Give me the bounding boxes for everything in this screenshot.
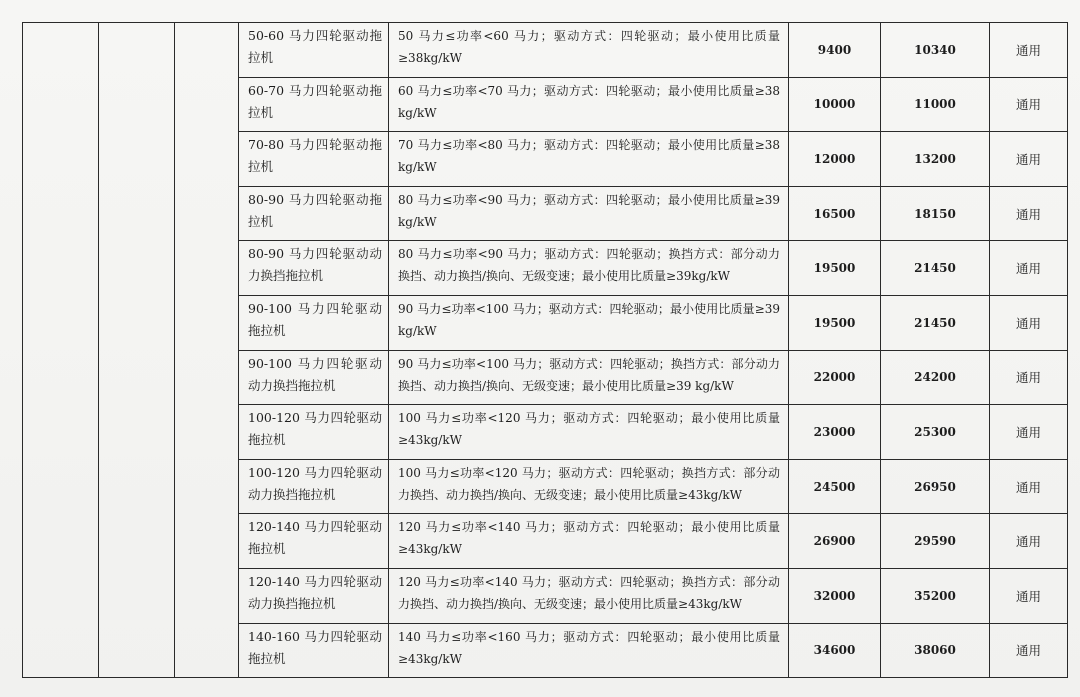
central-subsidy-cell: 26900 [789,514,881,569]
spec-description-cell: 80 马力≤功率<90 马力；驱动方式：四轮驱动；换挡方式：部分动力换挡、动力换挡/换向、无级变速；最小使用比质量≥39kg/kW [389,241,789,296]
category-column-3 [175,23,239,678]
spec-description-cell: 120 马力≤功率<140 马力；驱动方式：四轮驱动；最小使用比质量≥43kg/kW [389,514,789,569]
model-name-cell: 80-90 马力四轮驱动动力换挡拖拉机 [239,241,389,296]
applicable-scope-cell: 通用 [990,350,1068,405]
central-subsidy-cell: 23000 [789,405,881,460]
spec-description-cell: 60 马力≤功率<70 马力；驱动方式：四轮驱动；最小使用比质量≥38 kg/kW [389,77,789,132]
table-body [23,23,1068,678]
central-subsidy-cell: 19500 [789,241,881,296]
model-name-cell: 120-140 马力四轮驱动拖拉机 [239,514,389,569]
max-subsidy-cell: 26950 [881,459,990,514]
max-subsidy-cell: 11000 [881,77,990,132]
central-subsidy-cell: 12000 [789,132,881,187]
spec-description-cell: 50 马力≤功率<60 马力；驱动方式：四轮驱动；最小使用比质量≥38kg/kW [389,23,789,78]
max-subsidy-cell: 18150 [881,186,990,241]
spec-description-cell: 80 马力≤功率<90 马力；驱动方式：四轮驱动；最小使用比质量≥39 kg/kW [389,186,789,241]
central-subsidy-cell: 9400 [789,23,881,78]
central-subsidy-cell: 22000 [789,350,881,405]
applicable-scope-cell: 通用 [990,77,1068,132]
model-name-cell: 140-160 马力四轮驱动拖拉机 [239,623,389,678]
spec-description-cell: 90 马力≤功率<100 马力；驱动方式：四轮驱动；最小使用比质量≥39 kg/kW [389,295,789,350]
table-row [23,23,1068,78]
model-name-cell: 100-120 马力四轮驱动动力换挡拖拉机 [239,459,389,514]
max-subsidy-cell: 21450 [881,241,990,296]
spec-description-cell: 70 马力≤功率<80 马力；驱动方式：四轮驱动；最小使用比质量≥38 kg/kW [389,132,789,187]
max-subsidy-cell: 38060 [881,623,990,678]
tractor-subsidy-table [22,22,1068,678]
model-name-cell: 90-100 马力四轮驱动拖拉机 [239,295,389,350]
max-subsidy-cell: 35200 [881,568,990,623]
applicable-scope-cell: 通用 [990,405,1068,460]
central-subsidy-cell: 34600 [789,623,881,678]
applicable-scope-cell: 通用 [990,459,1068,514]
spec-description-cell: 90 马力≤功率<100 马力；驱动方式：四轮驱动；换挡方式：部分动力换挡、动力换挡/换向、无级变速；最小使用比质量≥39 kg/kW [389,350,789,405]
model-name-cell: 70-80 马力四轮驱动拖拉机 [239,132,389,187]
model-name-cell: 50-60 马力四轮驱动拖拉机 [239,23,389,78]
applicable-scope-cell: 通用 [990,514,1068,569]
model-name-cell: 60-70 马力四轮驱动拖拉机 [239,77,389,132]
applicable-scope-cell: 通用 [990,132,1068,187]
category-column-1 [23,23,99,678]
applicable-scope-cell: 通用 [990,23,1068,78]
max-subsidy-cell: 13200 [881,132,990,187]
spec-description-cell: 120 马力≤功率<140 马力；驱动方式：四轮驱动；换挡方式：部分动力换挡、动力换挡/换向、无级变速；最小使用比质量≥43kg/kW [389,568,789,623]
model-name-cell: 80-90 马力四轮驱动拖拉机 [239,186,389,241]
central-subsidy-cell: 19500 [789,295,881,350]
applicable-scope-cell: 通用 [990,295,1068,350]
model-name-cell: 120-140 马力四轮驱动动力换挡拖拉机 [239,568,389,623]
central-subsidy-cell: 16500 [789,186,881,241]
applicable-scope-cell: 通用 [990,623,1068,678]
model-name-cell: 100-120 马力四轮驱动拖拉机 [239,405,389,460]
model-name-cell: 90-100 马力四轮驱动动力换挡拖拉机 [239,350,389,405]
category-column-2 [99,23,175,678]
max-subsidy-cell: 24200 [881,350,990,405]
max-subsidy-cell: 21450 [881,295,990,350]
spec-description-cell: 140 马力≤功率<160 马力；驱动方式：四轮驱动；最小使用比质量≥43kg/kW [389,623,789,678]
spec-description-cell: 100 马力≤功率<120 马力；驱动方式：四轮驱动；最小使用比质量≥43kg/kW [389,405,789,460]
central-subsidy-cell: 24500 [789,459,881,514]
spec-description-cell: 100 马力≤功率<120 马力；驱动方式：四轮驱动；换挡方式：部分动力换挡、动力换挡/换向、无级变速；最小使用比质量≥43kg/kW [389,459,789,514]
applicable-scope-cell: 通用 [990,186,1068,241]
applicable-scope-cell: 通用 [990,241,1068,296]
max-subsidy-cell: 10340 [881,23,990,78]
central-subsidy-cell: 10000 [789,77,881,132]
applicable-scope-cell: 通用 [990,568,1068,623]
central-subsidy-cell: 32000 [789,568,881,623]
max-subsidy-cell: 25300 [881,405,990,460]
max-subsidy-cell: 29590 [881,514,990,569]
